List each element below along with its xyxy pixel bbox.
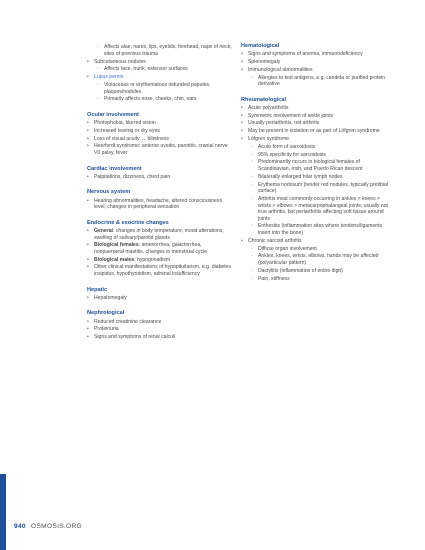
nervous-list bbox=[87, 198, 233, 211]
list-item: ◦ Erythema nodosum (tender red nodules, typically pretibial surface) bbox=[241, 182, 389, 195]
ocular-list bbox=[87, 120, 233, 157]
list-item: • Usually periarthritis, not arthritis bbox=[241, 120, 389, 127]
list-item: • May be present in isolation or as part of Löfgren syndrome bbox=[241, 128, 389, 135]
bold-term: Biological males bbox=[94, 256, 135, 263]
list-item: • Symmetric involvement of ankle joints bbox=[241, 113, 389, 120]
list-item: • Photophobia, blurred vision bbox=[87, 120, 233, 127]
list-item bbox=[87, 228, 233, 241]
list-item bbox=[87, 242, 233, 255]
list-item: ◦ Predominantly occurs in biological females of Scandinavian, Irish, and Puerto Rican descent bbox=[241, 159, 389, 172]
list-item: • Immunological abnormalities bbox=[241, 67, 389, 74]
list-item: ◦ 95% specificity for sarcoidosis bbox=[241, 152, 389, 159]
list-item: • Splenomegaly bbox=[241, 59, 389, 66]
site-name: OSMOSIS.ORG bbox=[31, 523, 82, 530]
list-item-text: : changes in body temperature, mood alterations, swelling of salivary/parotid glands bbox=[94, 227, 224, 241]
cardiac-list bbox=[87, 174, 233, 181]
list-item: ◦ Arthritis most commonly occurring in ankles > knees > wrists > elbows > metacarpophalangeal joints; usually not true arthritis, but periarthritis affecting soft tissue around joints bbox=[241, 196, 389, 222]
nephro-list bbox=[87, 319, 233, 341]
list-item: ◦ Bilaterally enlarged hilar lymph nodes bbox=[241, 174, 389, 181]
left-column bbox=[87, 43, 233, 341]
page-footer bbox=[14, 523, 82, 530]
section-heading-hepatic: Hepatic bbox=[87, 286, 108, 293]
list-item: ◦ Enthesitis (inflammation sites where tendons/ligaments insert into the bone) bbox=[241, 223, 389, 236]
list-item: ◦ Ankles, knees, wrists, elbows, hands may be affected (polyarticular pattern) bbox=[241, 253, 389, 266]
bold-term: Biological females bbox=[94, 242, 139, 249]
bold-term: General bbox=[94, 227, 113, 234]
lupus-pernio-link[interactable]: • Lupus pernio bbox=[87, 74, 233, 81]
list-item: • Löfgren syndrome bbox=[241, 136, 389, 143]
list-item-text: : hypogonadism bbox=[134, 256, 171, 263]
section-heading-rheumatological: Rheumatological bbox=[241, 96, 287, 103]
section-heading-ocular: Ocular involvement bbox=[87, 111, 139, 118]
list-item: • Loss of visual acuity → blindness bbox=[87, 136, 233, 143]
page-edge-bar bbox=[0, 474, 6, 550]
list-item bbox=[87, 264, 233, 277]
rheumatological-list bbox=[241, 105, 389, 282]
list-item: • Reduced creatinine clearance bbox=[87, 319, 233, 326]
hepatic-list bbox=[87, 295, 233, 302]
list-item: ◦ Primarily affects nose, cheeks, chin, ears bbox=[87, 96, 233, 103]
section-heading-nervous: Nervous system bbox=[87, 189, 131, 196]
list-item: ◦ Acute form of sarcoidosis bbox=[241, 144, 389, 151]
right-column bbox=[241, 43, 389, 282]
list-item: • Signs and symptoms of renal calculi bbox=[87, 334, 233, 341]
list-item: • Palpitations, dizziness, chest pain bbox=[87, 174, 233, 181]
list-item: • Proteinuria bbox=[87, 326, 233, 333]
skin-continued-list bbox=[87, 44, 233, 103]
section-heading-endocrine: Endocrine & exocrine changes bbox=[87, 219, 169, 226]
list-item: • Hepatomegaly bbox=[87, 295, 233, 302]
list-item: ◦ Dactylitis (inflammation of entire digit) bbox=[241, 268, 389, 275]
list-item: • Hearing abnormalities, headache, altered consciousness level, changes in peripheral sensation bbox=[87, 198, 233, 211]
list-item-text: : amenorrhea, galactorrhea, nonpuerperal mastitis, changes in menstrual cycle bbox=[94, 242, 207, 255]
list-item: • Chronic sarcoid arthritis bbox=[241, 238, 389, 245]
list-item-text: Other clinical manifestations of hypopituitarism, e.g. diabetes insipidus, hypothyroidism, adrenal insufficiency bbox=[94, 264, 232, 278]
section-heading-nephrological: Nephrological bbox=[87, 310, 125, 317]
list-item: ◦ Affects alae, nares, lips, eyelids, forehead, nape of neck; sites of previous trauma bbox=[87, 44, 233, 57]
page-number: 940 bbox=[14, 523, 26, 530]
list-item: ◦ Pain, stiffness bbox=[241, 276, 389, 283]
section-heading-cardiac: Cardiac involvement bbox=[87, 165, 142, 172]
list-item: ◦ Allergies to test antigens, e.g. candida or purified protein derivative bbox=[241, 75, 389, 88]
list-item: ◦ Affects face, trunk, extensor surfaces bbox=[87, 66, 233, 73]
list-item: • Signs and symptoms of anemia, immunodeficiency bbox=[241, 51, 389, 58]
endocrine-list bbox=[87, 228, 233, 278]
list-item: • Subcutaneous nodules bbox=[87, 59, 233, 66]
list-item: • Acute polyarthritis bbox=[241, 105, 389, 112]
list-item: ◦ Diffuse organ involvement bbox=[241, 246, 389, 253]
list-item: • Increased tearing or dry eyes bbox=[87, 128, 233, 135]
list-item bbox=[87, 257, 233, 264]
list-item: • Heerfordt syndrome: anterior uveitis, parotitis, cranial nerve VII palsy, fever bbox=[87, 143, 233, 156]
list-item: ◦ Violaceous or erythematous indurated papules, plaques/nodules bbox=[87, 82, 233, 95]
hematological-list bbox=[241, 51, 389, 88]
section-heading-hematological: Hematological bbox=[241, 43, 280, 49]
